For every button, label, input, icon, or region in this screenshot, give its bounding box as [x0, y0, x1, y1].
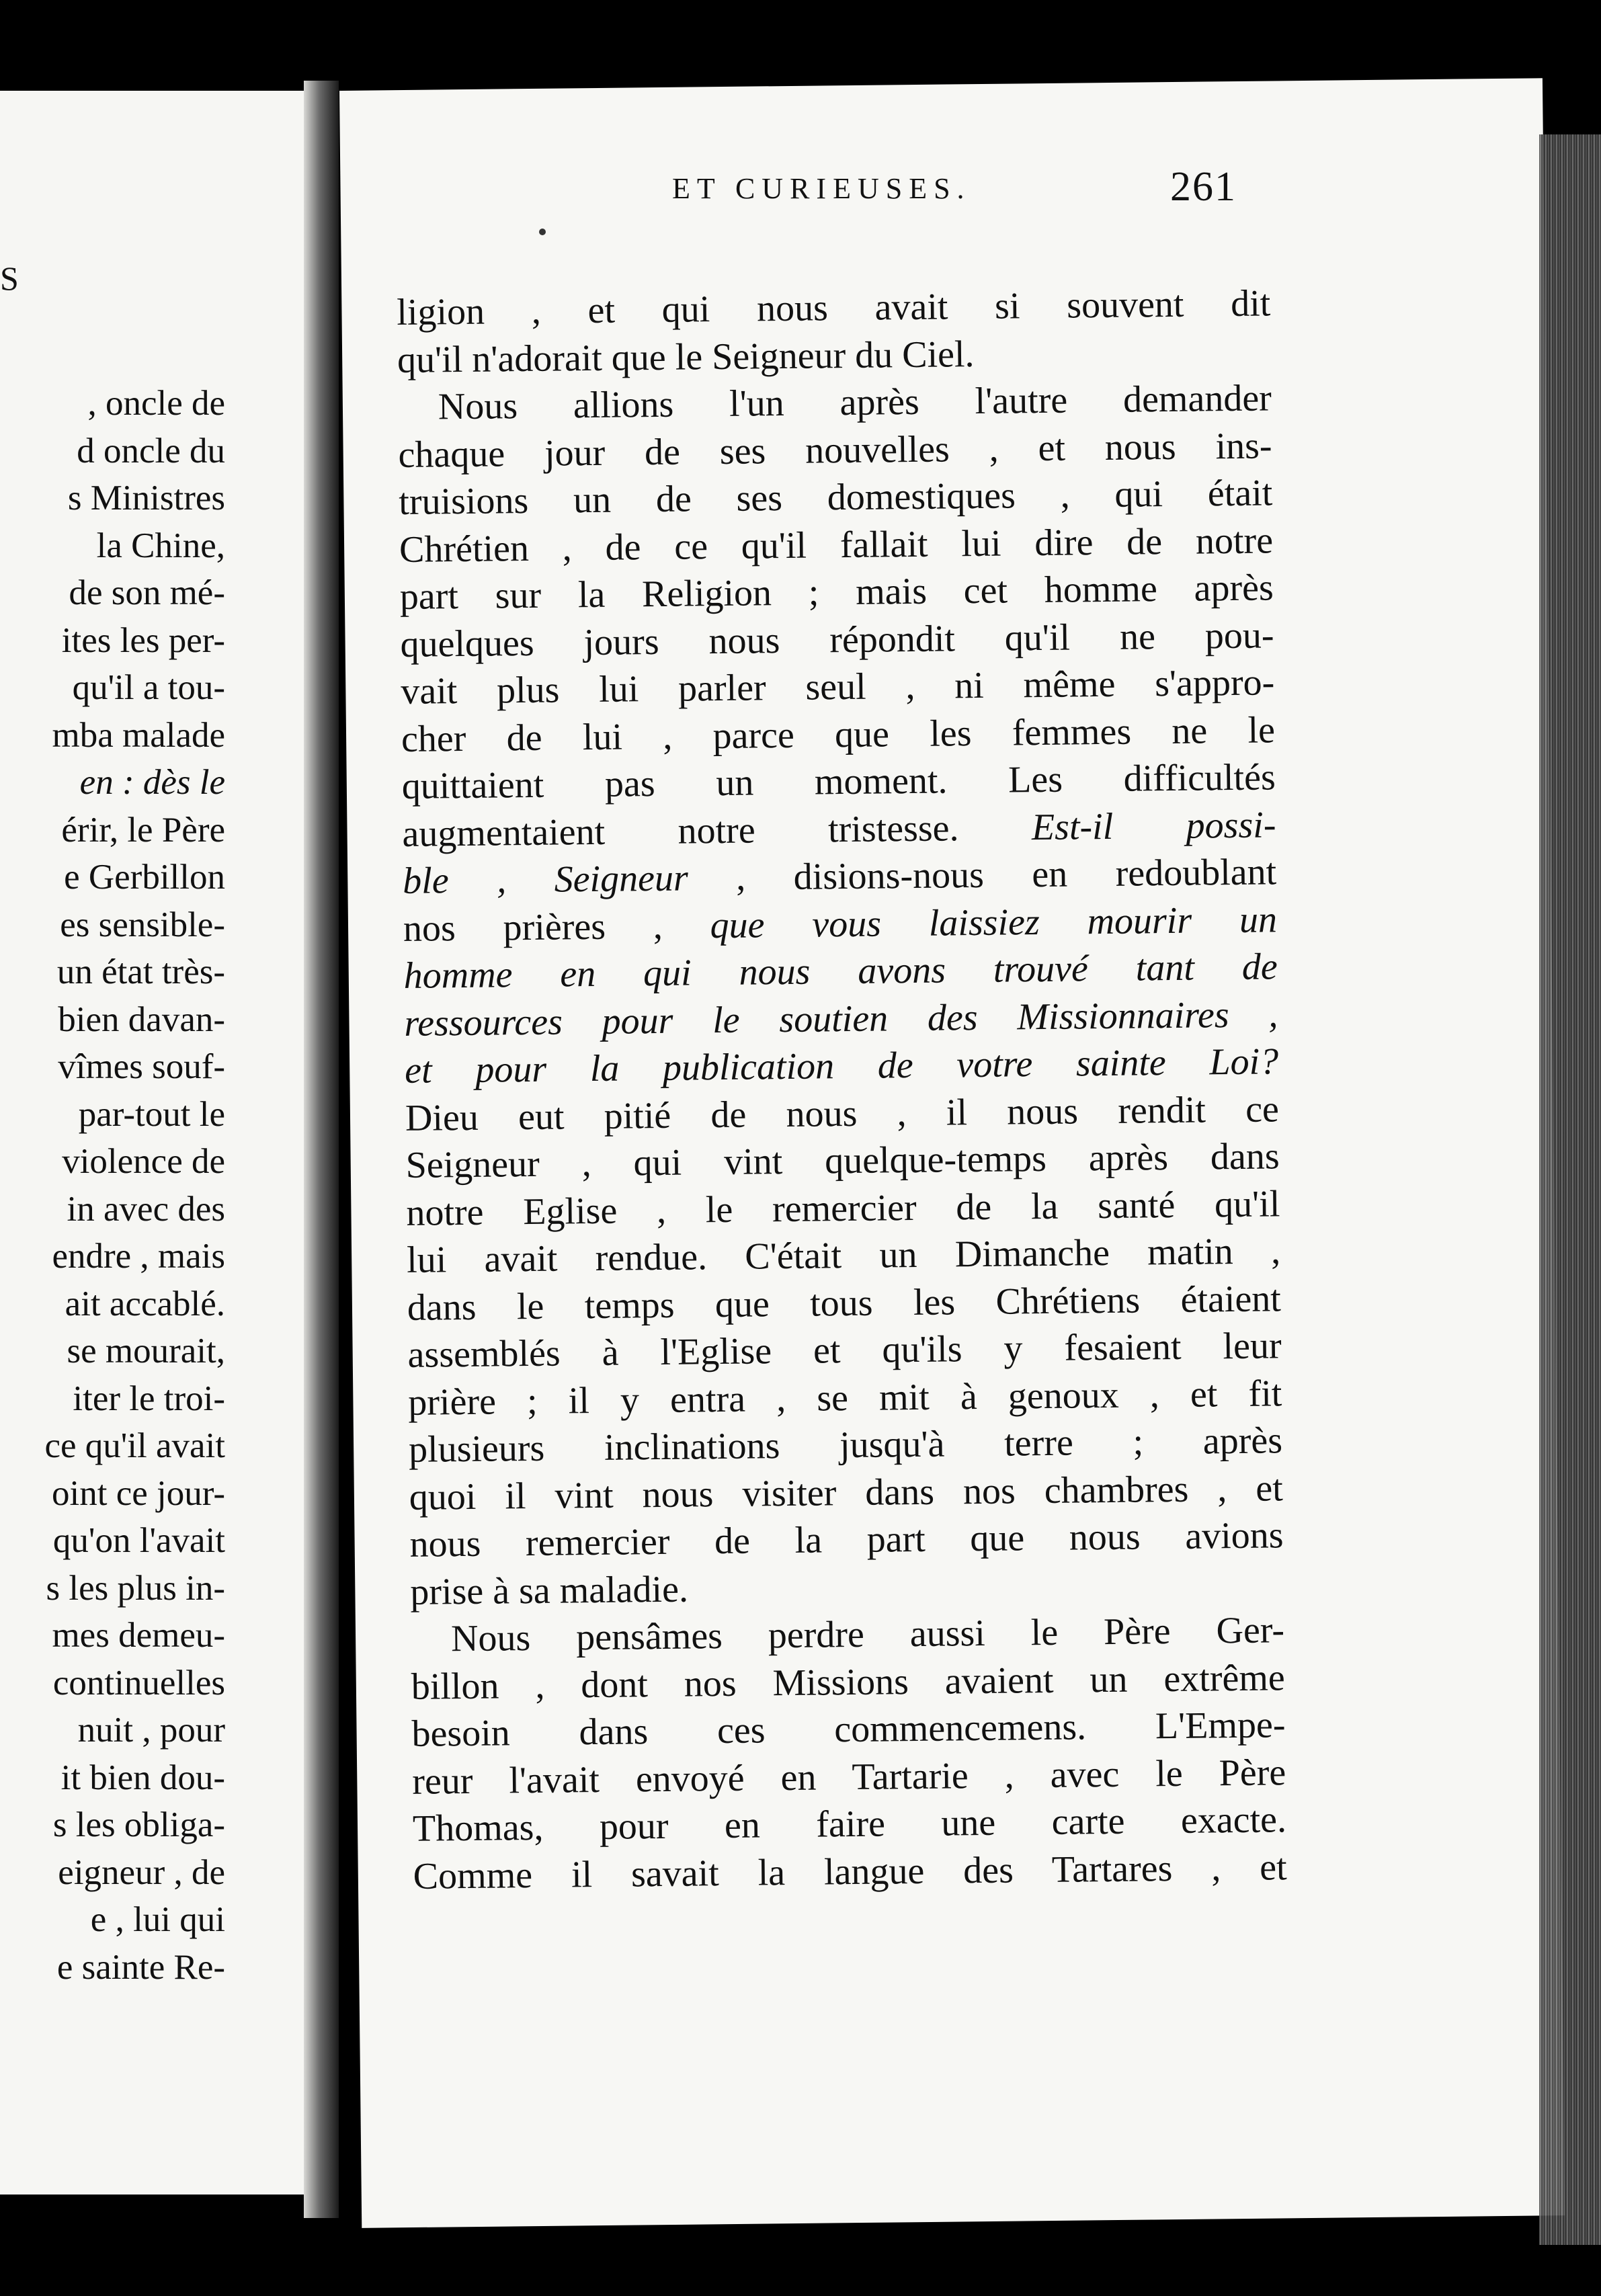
text-segment: ligion , et qui nous avait si souvent dit [397, 282, 1271, 333]
text-line [411, 1701, 1286, 1758]
left-page [0, 91, 319, 2195]
text-line [404, 991, 1278, 1047]
text-line [405, 1085, 1280, 1142]
left-page-text [44, 380, 225, 1991]
text-line [408, 1370, 1282, 1426]
left-text-line: e , lui qui [90, 1900, 225, 1939]
text-line [399, 469, 1273, 526]
text-segment: truisions un de ses domestiques , qui était [398, 472, 1273, 523]
page-number: 261 [1170, 164, 1237, 210]
text-segment: prière ; il y entra , se mit à genoux , et fit [408, 1372, 1282, 1424]
text-line [410, 1559, 1284, 1616]
text-line [405, 1038, 1279, 1094]
italic-text: Est-il possi- [1031, 803, 1276, 848]
left-text-line: mes demeu- [52, 1616, 225, 1655]
text-segment: cher de lui , parce que les femmes ne le [401, 708, 1276, 760]
text-segment: part sur la Religion ; mais cet homme après [399, 567, 1274, 618]
left-text-line: un état très- [56, 952, 225, 991]
text-line [411, 1606, 1285, 1663]
italic-text: et pour la publication de votre sainte Loi? [404, 1040, 1279, 1092]
text-segment: billon , dont nos Missions avaient un extrême [411, 1656, 1286, 1708]
italic-text: que vous laissiez mourir un [710, 898, 1278, 946]
text-line [403, 848, 1277, 905]
text-segment: quelques jours nous répondit qu'il ne pou- [400, 614, 1274, 665]
left-text-line: s Ministres [67, 479, 225, 518]
text-line [407, 1275, 1282, 1331]
left-text-line: qu'il a tou- [72, 668, 225, 707]
left-text-line: d oncle du [77, 431, 225, 470]
text-line [399, 564, 1274, 620]
text-segment: vait plus lui parler seul , ni même s'appro- [400, 661, 1275, 712]
text-segment: qu'il n'adorait que le Seigneur du Ciel. [397, 333, 975, 381]
text-line [401, 753, 1276, 810]
text-segment: Nous allions l'un après l'autre demander [438, 377, 1272, 428]
text-segment: nous remercier de la part que nous avions [409, 1514, 1284, 1565]
left-text-line: vîmes souf- [58, 1047, 225, 1086]
left-text-line: de son mé- [69, 573, 225, 612]
left-text-line: violence de [62, 1142, 225, 1181]
left-text-line: oint ce jour- [52, 1473, 225, 1513]
text-segment: Dieu eut pitié de nous , il nous rendit ce [405, 1088, 1280, 1139]
text-line [402, 801, 1276, 858]
left-text-line: continuelles [52, 1663, 225, 1703]
text-line [405, 1133, 1280, 1189]
text-line [403, 896, 1278, 952]
left-text-line: la Chine, [96, 526, 225, 565]
text-line [400, 612, 1274, 668]
italic-text: ble , Seigneur [402, 857, 689, 902]
left-text-line: se mourait, [67, 1331, 225, 1370]
left-text-line: érir, le Père [61, 810, 225, 850]
left-text-line: e sainte Re- [56, 1947, 225, 1987]
text-line [409, 1512, 1284, 1568]
text-line [406, 1180, 1280, 1237]
text-line [411, 1654, 1285, 1711]
left-text-line: mba malade [52, 715, 225, 755]
text-line [412, 1749, 1286, 1805]
text-segment: quoi il vint nous visiter dans nos chambres , et [409, 1467, 1284, 1518]
left-text-line: endre , mais [52, 1237, 225, 1276]
text-segment: Comme il savait la langue des Tartares , et [413, 1846, 1287, 1897]
ink-speck [539, 229, 546, 235]
left-text-line: in avec des [67, 1189, 225, 1229]
page-edges [1539, 134, 1601, 2245]
text-line [409, 1417, 1283, 1473]
text-segment: Nous pensâmes perdre aussi le Père Ger- [450, 1609, 1285, 1660]
text-segment: , disions-nous en redoublant [688, 851, 1277, 899]
running-head-title: ET CURIEUSES. [672, 172, 971, 205]
text-line [401, 659, 1275, 715]
text-line [407, 1322, 1282, 1379]
italic-text: ressources pour le soutien des Missionnaires , [404, 993, 1278, 1044]
text-line [413, 1796, 1287, 1852]
text-segment: prise à sa maladie. [409, 1568, 689, 1613]
left-text-line: en : dès le [79, 763, 225, 802]
left-text-line: eigneur , de [58, 1852, 225, 1892]
text-segment: reur l'avait envoyé en Tartarie , avec le Père [411, 1751, 1286, 1803]
text-line [401, 706, 1276, 763]
italic-text: homme en qui nous avons trouvé tant de [403, 946, 1278, 997]
text-line [398, 422, 1272, 479]
text-line [407, 1227, 1281, 1284]
text-segment: dans le temps que tous les Chrétiens étaient [407, 1277, 1282, 1329]
left-text-line: nuit , pour [77, 1711, 225, 1750]
text-line [397, 374, 1272, 431]
text-segment: chaque jour de ses nouvelles , et nous ins- [398, 424, 1272, 476]
text-line [409, 1465, 1283, 1521]
text-segment: besoin dans ces commencemens. L'Empe- [411, 1704, 1286, 1755]
left-text-line: s les obliga- [52, 1805, 225, 1844]
text-segment: Seigneur , qui vint quelque-temps après dans [405, 1135, 1280, 1186]
text-line [399, 517, 1274, 573]
text-segment: assemblés à l'Eglise et qu'ils y fesaient leur [407, 1325, 1282, 1376]
left-text-line: ites les per- [61, 620, 225, 660]
text-segment: plusieurs inclinations jusqu'à terre ; après [408, 1420, 1283, 1471]
left-text-line: it bien dou- [60, 1758, 225, 1797]
text-segment: lui avait rendue. C'était un Dimanche matin , [406, 1230, 1281, 1281]
right-page-text [397, 280, 1287, 1899]
left-text-line: ce qu'il avait [44, 1426, 225, 1465]
left-text-line: es sensible- [60, 905, 225, 944]
left-text-line: s les plus in- [46, 1568, 225, 1608]
left-text-line: ait accablé. [65, 1284, 225, 1323]
left-text-line: iter le troi- [73, 1379, 225, 1418]
left-running-head: S [0, 259, 20, 297]
text-segment: Thomas, pour en faire une carte exacte. [412, 1799, 1287, 1850]
text-line [403, 943, 1278, 999]
left-text-line: , oncle de [87, 384, 225, 423]
text-segment: Chrétien , de ce qu'il fallait lui dire de notre [399, 519, 1274, 571]
left-text-line: par-tout le [78, 1094, 225, 1134]
text-line [397, 280, 1271, 336]
text-line [397, 327, 1272, 384]
book-gutter [304, 81, 339, 2218]
text-segment: augmentaient notre tristesse. [402, 806, 1032, 855]
text-line [413, 1844, 1287, 1900]
text-segment: quittaient pas un moment. Les difficultés [401, 756, 1276, 807]
left-text-line: qu'on l'avait [52, 1521, 225, 1560]
text-segment: notre Eglise , le remercier de la santé qu'il [406, 1182, 1280, 1234]
left-text-line: bien davan- [58, 999, 225, 1039]
text-segment: nos prières , [403, 904, 710, 950]
left-text-line: e Gerbillon [64, 858, 225, 897]
